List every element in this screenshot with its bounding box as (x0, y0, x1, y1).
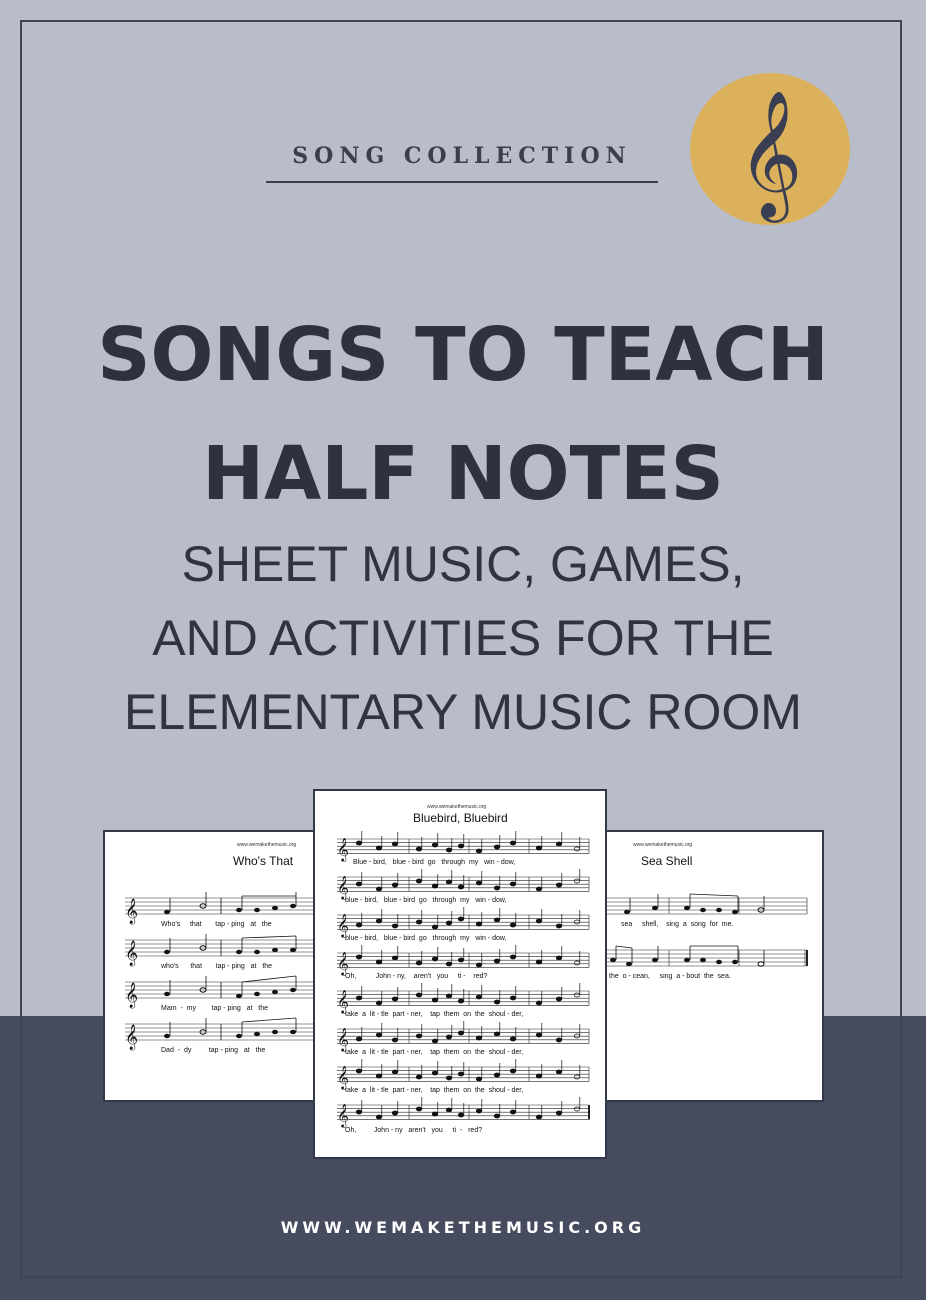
treble-clef-icon: 𝄞 (337, 1027, 349, 1051)
lyric-line: take a lit - tle part - ner, tap them on the shoul - der, (345, 1049, 524, 1056)
lyric-line: Who's that tap - ping at the (161, 921, 272, 928)
note-head (376, 887, 382, 891)
note-head (458, 999, 464, 1003)
note-head (392, 1111, 398, 1115)
note-head (356, 1069, 362, 1073)
treble-clef-icon: 𝄞 (337, 837, 349, 861)
staff-lines-right (599, 832, 824, 1102)
note-head (392, 1038, 398, 1042)
note-head (416, 993, 422, 997)
treble-clef-icon: 𝄞 (337, 913, 349, 937)
lyric-line: the o - cean, sing a - bout the sea. (609, 973, 731, 980)
note-head (446, 962, 452, 966)
note-head (476, 922, 482, 926)
sheet-music-sea-shell (597, 830, 824, 1102)
note-head (432, 884, 438, 888)
eyebrow-label: SONG COLLECTION (292, 143, 632, 169)
note-head (458, 958, 464, 962)
lyric-line: Oh, John - ny aren't you ti - red? (345, 1127, 483, 1134)
note-head (494, 1114, 500, 1118)
note-head (556, 883, 562, 887)
svg-text:𝄞: 𝄞 (125, 941, 139, 966)
note-head (556, 956, 562, 960)
note-head (458, 885, 464, 889)
note-head (536, 846, 542, 850)
note-head (556, 1038, 562, 1042)
note-head (494, 1073, 500, 1077)
sheet-music-bluebird (313, 789, 607, 1159)
sheet-url: www.wemakethemusic.org (427, 804, 487, 810)
treble-clef-icon (690, 73, 850, 225)
note-head (510, 1069, 516, 1073)
lyric-line: sea shell, sing a song for me. (621, 921, 734, 928)
note-head (416, 847, 422, 851)
note-head (376, 1001, 382, 1005)
subtitle-line-2: AND ACTIVITIES FOR THE (152, 610, 774, 666)
note-head (432, 925, 438, 929)
note-head (356, 996, 362, 1000)
treble-clef-icon: 𝄞 (337, 875, 349, 899)
page-title-line-2: HALF NOTES (202, 431, 724, 517)
note-head (536, 1001, 542, 1005)
note-head (556, 1111, 562, 1115)
lyric-line: Dad - dy tap - ping at the (161, 1047, 266, 1054)
note-head (494, 959, 500, 963)
note-head (494, 845, 500, 849)
treble-clef-icon: 𝄞 (337, 1065, 349, 1089)
note-head (556, 997, 562, 1001)
note-head (392, 997, 398, 1001)
note-head (432, 1071, 438, 1075)
note-head (536, 960, 542, 964)
note-head (458, 917, 464, 921)
note-head (458, 1072, 464, 1076)
note-head (432, 1039, 438, 1043)
note-head (574, 879, 580, 883)
note-head (356, 923, 362, 927)
note-head (416, 920, 422, 924)
note-head (376, 919, 382, 923)
subtitle-line-1: SHEET MUSIC, GAMES, (181, 536, 745, 592)
note-head (510, 923, 516, 927)
note-head (476, 849, 482, 853)
svg-text:𝄞: 𝄞 (125, 983, 139, 1008)
note-head (510, 841, 516, 845)
note-head (416, 879, 422, 883)
note-head (432, 998, 438, 1002)
subtitle-line-3: ELEMENTARY MUSIC ROOM (124, 684, 802, 740)
note-head (510, 1110, 516, 1114)
note-head (392, 1070, 398, 1074)
note-head (392, 842, 398, 846)
sheet-title: Sea Shell (641, 854, 693, 868)
note-head (476, 1077, 482, 1081)
note-head (416, 1034, 422, 1038)
note-head (536, 1074, 542, 1078)
svg-text:𝄞: 𝄞 (125, 1025, 139, 1050)
note-head (536, 1033, 542, 1037)
note-head (556, 842, 562, 846)
lyric-line: blue - bird, blue - bird go through my win - dow, (345, 897, 507, 904)
note-head (510, 1037, 516, 1041)
treble-clef-icon: 𝄞 (337, 1103, 349, 1127)
note-head (476, 881, 482, 885)
note-head (536, 919, 542, 923)
note-head (376, 1115, 382, 1119)
note-head (356, 841, 362, 845)
sheet-music-whos-that (103, 830, 328, 1102)
note-head (376, 1033, 382, 1037)
footer-website-url[interactable]: WWW.WEMAKETHEMUSIC.ORG (280, 1218, 646, 1237)
note-head (356, 1037, 362, 1041)
sheet-title: Bluebird, Bluebird (413, 811, 508, 825)
eyebrow-underline (266, 181, 658, 183)
note-head (458, 1031, 464, 1035)
treble-clef-icon: 𝄞 (337, 951, 349, 975)
note-head (446, 921, 452, 925)
note-head (494, 1032, 500, 1036)
note-head (446, 994, 452, 998)
note-head (392, 956, 398, 960)
note-head (494, 886, 500, 890)
note-head (376, 1074, 382, 1078)
note-head (494, 918, 500, 922)
sheet-url: www.wemakethemusic.org (633, 842, 693, 848)
note-head (392, 883, 398, 887)
lyric-line: take a lit - tle part - ner, tap them on the shoul - der, (345, 1087, 524, 1094)
note-head (556, 1070, 562, 1074)
note-head (574, 847, 580, 851)
note-head (446, 848, 452, 852)
note-head (536, 1115, 542, 1119)
note-head (574, 1075, 580, 1079)
treble-clef-icon: 𝄞 (337, 989, 349, 1013)
note-head (476, 995, 482, 999)
note-head (416, 961, 422, 965)
lyric-line: Blue - bird, blue - bird go through my win - dow, (353, 859, 516, 866)
lyric-line: who's that tap - ping at the (161, 963, 273, 970)
note-head (446, 880, 452, 884)
note-head (446, 1035, 452, 1039)
note-head (476, 1036, 482, 1040)
note-head (574, 1107, 580, 1111)
page-title-line-1: SONGS TO TEACH (97, 312, 829, 398)
note-head (356, 1110, 362, 1114)
note-head (416, 1075, 422, 1079)
sheet-title: Who's That (233, 854, 294, 868)
lyric-line: blue - bird, blue - bird go through my win - dow, (345, 935, 507, 942)
note-head (536, 887, 542, 891)
sheet-url: www.wemakethemusic.org (237, 842, 297, 848)
svg-text:𝄞: 𝄞 (737, 89, 803, 217)
note-head (556, 924, 562, 928)
note-head (356, 882, 362, 886)
note-head (476, 1109, 482, 1113)
lyric-line: Mam - my tap - ping at the (161, 1005, 268, 1012)
note-head (574, 993, 580, 997)
note-head (510, 955, 516, 959)
note-head (356, 955, 362, 959)
note-head (510, 996, 516, 1000)
note-head (458, 1113, 464, 1117)
note-head (446, 1076, 452, 1080)
note-head (432, 957, 438, 961)
note-head (376, 960, 382, 964)
treble-clef-badge (690, 73, 850, 225)
note-head (446, 1108, 452, 1112)
note-head (376, 846, 382, 850)
lyric-line: Oh, John - ny, aren't you ti - red? (345, 973, 488, 980)
note-head (416, 1107, 422, 1111)
note-head (458, 844, 464, 848)
lyric-line: take a lit - tle part - ner, tap them on the shoul - der, (345, 1011, 524, 1018)
note-head (476, 963, 482, 967)
note-head (432, 843, 438, 847)
note-head (494, 1000, 500, 1004)
svg-text:𝄞: 𝄞 (125, 899, 139, 924)
note-head (574, 961, 580, 965)
note-head (392, 924, 398, 928)
note-head (432, 1112, 438, 1116)
note-head (510, 882, 516, 886)
